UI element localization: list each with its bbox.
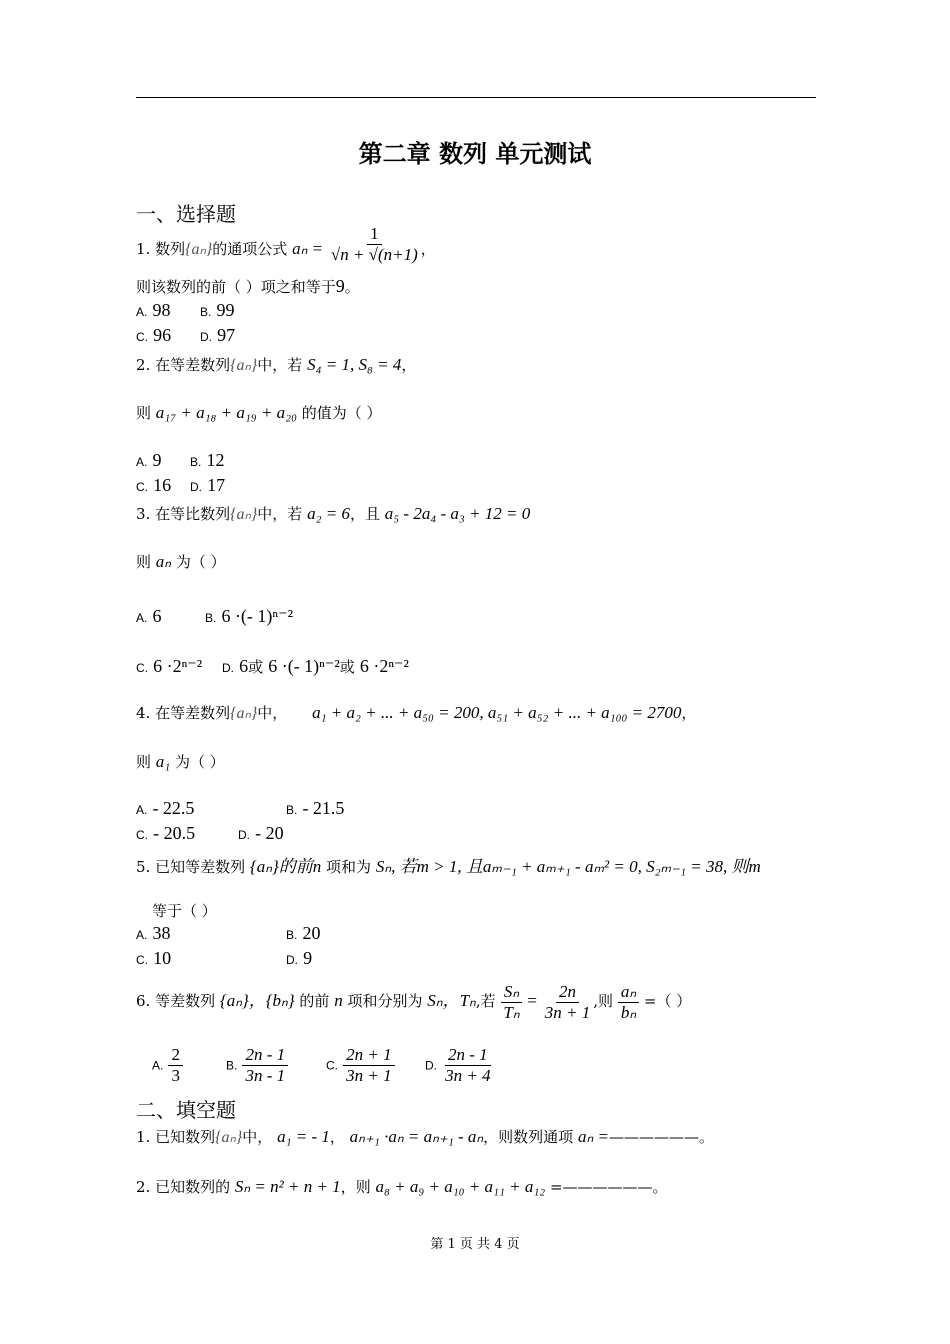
q1-line2-text: 则该数列的前（ ）项之和等于	[136, 278, 336, 296]
q3-mid: 中，若	[257, 505, 303, 523]
q4-line2	[136, 751, 225, 772]
q1-seq: {aₙ}	[185, 241, 213, 259]
q5-line1	[136, 852, 761, 877]
q3-option-a	[136, 606, 161, 627]
q2-number: 2.	[136, 356, 151, 374]
q1-formula-den: √n + √(n+1)	[330, 244, 418, 264]
q1-formula-lhs: aₙ =	[292, 239, 324, 259]
q4-number: 4.	[136, 704, 151, 722]
q4-option-a-value: - 22.5	[152, 798, 195, 818]
q3-option-d-label: D.	[222, 661, 234, 675]
q2-option-c	[136, 475, 171, 496]
q4-pre: 在等差数列	[155, 704, 231, 722]
q2-condition: S₄ = 1, S₈ = 4	[307, 355, 402, 374]
q3-option-d-value3: 6 ·2ⁿ⁻²	[359, 656, 409, 676]
q1-option-d-label: D.	[200, 330, 212, 344]
q5-condition: Sₙ, 若m > 1, 且aₘ₋₁ + aₘ₊₁ - aₘ² = 0, S₂ₘ₋₁ = 38, 则m	[375, 857, 761, 876]
q5-seq-part: {aₙ}的前n	[249, 857, 322, 876]
q1-line2-value: 9	[335, 276, 345, 296]
q1-formula-fraction	[328, 224, 421, 264]
q2-pre: 在等差数列	[155, 356, 231, 374]
q2-option-a	[136, 450, 161, 471]
f1-comma: ，	[329, 1128, 345, 1146]
q1-option-c	[136, 325, 171, 346]
f2-blank: ——————	[562, 1178, 653, 1196]
q6-sequences: {aₙ}，{bₙ}	[219, 991, 295, 1011]
q4-mid: 中，	[257, 704, 288, 722]
q2-line1	[136, 354, 416, 375]
f2-number: 2.	[136, 1178, 151, 1196]
q6-option-a	[152, 1045, 183, 1085]
q1-line2	[136, 276, 360, 297]
q4-option-a	[136, 798, 194, 819]
q6-rhs-den: 3n + 1	[544, 1002, 591, 1022]
q5-option-c	[136, 948, 171, 969]
q4-option-c-label: C.	[136, 828, 148, 842]
q5-option-d-value: 9	[303, 948, 313, 968]
q6-if: ,若	[475, 992, 496, 1011]
q1-option-d-value: 97	[217, 325, 236, 345]
q5-option-d	[286, 948, 312, 969]
q1-option-b-value: 99	[216, 300, 235, 320]
q6-option-b-den: 3n - 1	[245, 1065, 286, 1085]
q3-condition2: a₅ - 2a₄ - a₃ + 12 = 0	[384, 504, 531, 523]
f1-answer-var: aₙ =	[577, 1127, 609, 1146]
q3-option-d-or1: 或	[248, 658, 264, 676]
q6-then: ,则	[593, 992, 614, 1011]
f1-seq: {aₙ}	[215, 1129, 243, 1146]
q6-option-a-num: 2	[168, 1045, 183, 1066]
q3-option-d-value: 6	[239, 656, 249, 676]
q6-rhs	[542, 982, 593, 1022]
f1-pre: 已知数列	[155, 1128, 216, 1146]
q3-option-a-label: A.	[136, 611, 148, 625]
q5-option-b-value: 20	[302, 923, 321, 943]
f1-number: 1.	[136, 1128, 151, 1146]
q6-option-b-fraction	[242, 1045, 288, 1085]
q3-pre: 在等比数列	[155, 505, 231, 523]
q1-mid: 的通项公式	[212, 240, 288, 259]
q6-option-c	[326, 1045, 395, 1085]
q6-option-d	[425, 1045, 494, 1085]
q2-option-b	[190, 450, 224, 471]
q3-line2-post: 为（ ）	[175, 553, 226, 571]
q1-option-d	[200, 325, 235, 346]
q3-number: 3.	[136, 505, 151, 523]
q3-option-b	[205, 606, 293, 627]
q5-option-a-value: 38	[152, 923, 171, 943]
q6-option-d-fraction	[442, 1045, 493, 1085]
q6-option-b-label: B.	[226, 1058, 238, 1073]
section1-heading: 一、选择题	[136, 202, 236, 226]
q6-eq: =	[527, 991, 537, 1011]
q6-query-den: bₙ	[620, 1002, 637, 1022]
q5-option-c-label: C.	[136, 953, 148, 967]
q6-n: n	[334, 991, 343, 1011]
q6-pre: 等差数列	[155, 992, 216, 1011]
f2-condition: Sₙ = n² + n + 1	[234, 1177, 341, 1196]
q4-line2-pre: 则	[136, 753, 152, 771]
f2-mid: ，则	[340, 1178, 371, 1196]
q3-option-b-label: B.	[205, 611, 217, 625]
q6-option-d-den: 3n + 4	[445, 1065, 491, 1085]
q5-mid: 项和为	[326, 858, 372, 876]
q6-line1	[136, 982, 691, 1022]
q1-option-c-label: C.	[136, 330, 148, 344]
f1-post: ，则数列通项	[483, 1128, 574, 1146]
q5-option-c-value: 10	[153, 948, 172, 968]
q5-option-b-label: B.	[286, 928, 298, 942]
q3-mid2: ，且	[349, 505, 380, 523]
f1-end: 。	[698, 1128, 714, 1146]
q4-comma: ，	[681, 704, 697, 722]
q4-seq: {aₙ}	[230, 705, 258, 722]
q4-option-b-value: - 21.5	[302, 798, 345, 818]
q6-option-c-num: 2n + 1	[343, 1045, 394, 1066]
q4-line2-post: 为（ ）	[175, 753, 225, 771]
q3-option-b-value: 6 ·(- 1)ⁿ⁻²	[221, 606, 293, 626]
q1-option-a	[136, 300, 170, 321]
q1-option-a-value: 98	[152, 300, 171, 320]
q3-condition1: a₂ = 6	[307, 504, 350, 523]
q4-line1	[136, 702, 696, 723]
q2-option-a-value: 9	[152, 450, 162, 470]
q6-option-a-fraction	[168, 1045, 183, 1085]
q5-line2: 等于（ ）	[152, 902, 217, 920]
q6-ratio-num: Sₙ	[501, 982, 522, 1003]
q6-option-d-num: 2n - 1	[445, 1045, 491, 1066]
q4-option-c	[136, 823, 195, 844]
f2-pre: 已知数列的	[155, 1178, 231, 1196]
q4-line2-var: a₁	[155, 752, 171, 771]
q2-option-a-label: A.	[136, 455, 148, 469]
f1-condition1: a₁ = - 1	[277, 1127, 330, 1146]
q6-option-c-den: 3n + 1	[346, 1065, 392, 1085]
q3-line2-var: aₙ	[155, 552, 172, 571]
q1-option-b-label: B.	[200, 305, 212, 319]
q6-sums: Sₙ，Tₙ	[427, 991, 476, 1011]
f2-end: 。	[652, 1178, 668, 1196]
q4-option-d-value: - 20	[255, 823, 284, 843]
q2-line2-post: 的值为（ ）	[301, 404, 382, 422]
q3-option-d-or2: 或	[339, 658, 355, 676]
q2-option-d-value: 17	[207, 475, 226, 495]
q4-option-d-label: D.	[238, 828, 250, 842]
q2-option-d	[190, 475, 225, 496]
q6-option-c-label: C.	[326, 1058, 338, 1073]
q3-option-c	[136, 656, 202, 677]
q6-option-b	[226, 1045, 288, 1085]
q1-option-a-label: A.	[136, 305, 148, 319]
f1-line	[136, 1126, 714, 1147]
page-footer: 第 1 页 共 4 页	[430, 1237, 520, 1252]
q2-line2-expr: a₁₇ + a₁₈ + a₁₉ + a₂₀	[155, 403, 297, 422]
q6-number: 6.	[136, 992, 151, 1011]
q6-query-end: =（ ）	[643, 992, 692, 1011]
f1-condition2: aₙ₊₁ ·aₙ = aₙ₊₁ - aₙ	[349, 1127, 484, 1146]
q3-line2-pre: 则	[136, 553, 152, 571]
q1-line2-end: 。	[344, 278, 360, 296]
q2-option-b-label: B.	[190, 455, 202, 469]
q3-option-d-value2: 6 ·(- 1)ⁿ⁻²	[268, 656, 340, 676]
f1-mid: 中，	[242, 1128, 273, 1146]
q3-option-d	[222, 656, 409, 677]
q6-option-a-label: A.	[152, 1058, 164, 1073]
q5-option-a-label: A.	[136, 928, 148, 942]
q6-ratio	[500, 982, 522, 1022]
header-rule	[136, 97, 816, 98]
q2-seq: {aₙ}	[230, 357, 258, 374]
q6-option-c-fraction	[343, 1045, 394, 1085]
page-title: 第二章 数列 单元测试	[358, 139, 592, 168]
q3-line1	[136, 503, 530, 524]
q5-option-d-label: D.	[286, 953, 298, 967]
q1-formula-num: 1	[367, 224, 382, 245]
q5-option-b	[286, 923, 320, 944]
q3-line2	[136, 551, 226, 572]
q2-line2-pre: 则	[136, 404, 152, 422]
q6-option-a-den: 3	[171, 1065, 180, 1085]
q1-comma: ，	[420, 240, 436, 259]
f2-expr: a₈ + a₉ + a₁₀ + a₁₁ + a₁₂	[375, 1177, 546, 1196]
q3-option-c-label: C.	[136, 661, 148, 675]
q5-number: 5.	[136, 858, 151, 876]
q1-line1	[136, 224, 436, 264]
q5-option-a	[136, 923, 170, 944]
q6-option-b-num: 2n - 1	[242, 1045, 288, 1066]
q6-rhs-num: 2n	[556, 982, 579, 1003]
q4-option-c-value: - 20.5	[153, 823, 196, 843]
q6-mid2: 项和分别为	[347, 992, 423, 1011]
q1-option-c-value: 96	[153, 325, 172, 345]
f1-blank: ——————	[608, 1128, 699, 1146]
q2-option-c-value: 16	[153, 475, 172, 495]
q1-option-b	[200, 300, 234, 321]
q3-option-c-value: 6 ·2ⁿ⁻²	[153, 656, 203, 676]
q2-line2	[136, 402, 382, 423]
q5-pre: 已知等差数列	[155, 858, 246, 876]
q4-option-b	[286, 798, 344, 819]
q6-query-num: aₙ	[618, 982, 639, 1003]
q4-condition: a₁ + a₂ + ... + a₅₀ = 200, a₅₁ + a₅₂ + ... + a₁₀₀ = 2700	[312, 703, 682, 722]
q4-option-b-label: B.	[286, 803, 298, 817]
q2-option-d-label: D.	[190, 480, 202, 494]
q6-query	[618, 982, 639, 1022]
q3-seq: {aₙ}	[230, 506, 258, 523]
q1-pre: 数列	[155, 240, 186, 259]
q6-option-d-label: D.	[425, 1058, 437, 1073]
section2-heading: 二、填空题	[136, 1098, 236, 1122]
q6-mid: 的前	[299, 992, 330, 1011]
f2-eq: =	[549, 1178, 563, 1196]
q2-comma: ，	[401, 356, 417, 374]
q2-mid: 中，若	[257, 356, 303, 374]
q6-ratio-den: Tₙ	[503, 1002, 520, 1022]
f2-line	[136, 1176, 668, 1197]
q2-option-c-label: C.	[136, 480, 148, 494]
q1-number: 1.	[136, 240, 151, 259]
q2-option-b-value: 12	[206, 450, 225, 470]
q4-option-d	[238, 823, 284, 844]
q3-option-a-value: 6	[152, 606, 162, 626]
q4-option-a-label: A.	[136, 803, 148, 817]
